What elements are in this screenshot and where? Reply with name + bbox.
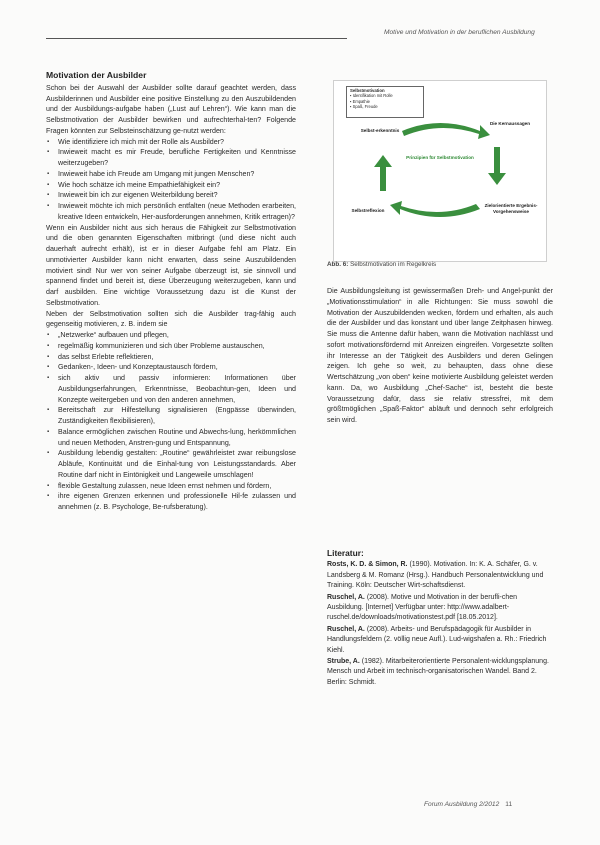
reference-item xyxy=(327,625,553,656)
node-kernaussagen: Die Kernaussagen xyxy=(489,121,531,126)
page-footer xyxy=(424,801,512,808)
reference-text: (1990). Motivation. In: K. A. Schäfer, G. v. Landsberg & M. Romanz (Hrsg.). Handbuch Personalentwicklung und Training. Köln: Deutscher Wirt-schaftsdienst. xyxy=(327,561,544,590)
list-item: ▪ Wie hoch schätze ich meine Empathiefähigkeit ein? xyxy=(58,180,296,191)
figure-caption-label: Abb. 6: xyxy=(327,261,349,268)
node-selbstreflexion: Selbstreflexion xyxy=(351,208,385,213)
center-principles: Prinzipien für Selbstmotivation xyxy=(406,155,474,160)
list-item: ▪ „Netzwerke“ aufbauen und pflegen, xyxy=(58,330,296,341)
list-item: ▪ ihre eigenen Grenzen erkennen und professionelle Hil-fe zulassen und annehmen (z. B. Psychologe, Be-rufsberatung). xyxy=(58,491,296,513)
list-item: ▪ Balance ermöglichen zwischen Routine und Abwechs-lung, herkömmlichen und neuen Methoden, Anstren-gung und Entspannung, xyxy=(58,427,296,449)
arrow-top-icon xyxy=(402,123,490,139)
reference-text: (2008). Motive und Motivation in der berufli-chen Ausbildung. [Internet] Verfügbar unter: http://www.adalbert-ruschel.de/downloads/motivationstest.pdf [18.05.2012]. xyxy=(327,593,518,622)
reference-text: (2008). Arbeits- und Berufspädagogik für Ausbilder in Handlungsfeldern (2. völlig neue Aufl.). Lud-wigshafen a. Rh.: Friedrich Kiehl. xyxy=(327,625,547,654)
literature-heading: Literatur: xyxy=(327,548,364,558)
figure-box-item: ▪ Empathie xyxy=(350,99,420,104)
journal-name: Forum Ausbildung 2/2012 xyxy=(424,801,500,808)
figure-caption-text: Selbstmotivation im Regelkreis xyxy=(350,261,437,268)
list-item: ▪ flexible Gestaltung zulassen, neue Ideen ernst nehmen und fördern, xyxy=(58,481,296,492)
section-heading: Motivation der Ausbilder xyxy=(46,70,147,80)
right-column xyxy=(327,286,553,426)
body-paragraph: Die Ausbildungsleitung ist gewissermaßen Dreh- und Angel-punkt der „Motivationsstimulation“ in alle Richtungen: Sie muss sowohl die Motivation der Auszubildenden wecken, fördern und erhalten, als auch die der Ausbilder und das konstant und über lange Zeitphasen hinweg. Sie muss die Antenne dafür haben, wann die Motivation nachlässt und sofort motivationsfördernd mit Anreizen eingreifen. Vorgesetzte sollten ihr Interesse an der Tätigkeit des Ausbilders und deren Gelingen zeigen. Ich gehe so weit, zu behaupten, dass ohne diese Wertschätzung „von oben“ keine motivierte Ausbildung geleistet werden kann. Da, wo Ausbildung „Chef-Sache“ ist, besteht die beste Voraussetzung dafür, dass sie relativ stressfrei, mit dem größtmöglichen „Spaß-Faktor“ abläuft und dennoch sehr erfolgreich sein wird. xyxy=(327,287,553,424)
reference-author: Strube, A. xyxy=(327,658,360,666)
arrow-bottom-icon xyxy=(390,201,480,217)
list-item: ▪ Inwieweit bin ich zur eigenen Weiterbildung bereit? xyxy=(58,190,296,201)
intro-paragraph: Schon bei der Auswahl der Ausbilder sollte darauf geachtet werden, dass Ausbilderinnen und Ausbilder eine positive Einstellung zu den Auszubildenden und der Ausbildungs-aufgabe haben („Lust auf Lehren“). Wie kann man die Selbstmotivation der Ausbilder bewirken und aufrechterhal-ten? Folgende Fragen könnten zur Selbsteinschätzung ge-nutzt werden: xyxy=(46,83,296,135)
cycle-arrows-diagram xyxy=(334,81,546,261)
list-item: ▪ Inwieweit möchte ich mich persönlich entfalten (neue Methoden erarbeiten, kreative Ideen entwickeln, Her-ausforderungen annehmen, Kritik ertragen)? xyxy=(58,201,296,223)
node-zielorientierte-vorgehensweise: Zielorientierte Ergebnis-Vorgehensweise xyxy=(484,203,538,214)
running-title: Motive und Motivation in der beruflichen Ausbildung xyxy=(384,29,535,36)
figure-caption xyxy=(327,261,436,268)
arrow-right-icon xyxy=(488,147,506,185)
list-item: ▪ Inwieweit habe ich Freude am Umgang mit jungen Menschen? xyxy=(58,169,296,180)
page-number: 11 xyxy=(505,801,513,808)
arrow-left-icon xyxy=(374,155,392,191)
body-paragraph: Wenn ein Ausbilder nicht aus sich heraus die Fähigkeit zur Selbstmotivation und die oben genannten Eigenschaften mitbringt (und diese nicht auch dauerhaft aufrecht erhält), ist er in dieser Aufgabe fehl am Platz. Ein unmotivierter Ausbilder kann nicht erwarten, dass seine Auszubildenden motiviert sind! Nur wer von seiner Aufgabe überzeugt ist, sie sinnvoll und spannend findet und bereit ist, diese Überzeugung weiterzugeben, kann und darf ausbilden. Eine wichtige Voraussetzung dazu ist die Kunst der Selbstmotivation. xyxy=(46,223,296,307)
list-item: ▪ Wie identifiziere ich mich mit der Rolle als Ausbilder? xyxy=(58,137,296,148)
reference-item xyxy=(327,657,553,688)
reference-item xyxy=(327,560,553,591)
figure-regelkreis xyxy=(333,80,547,262)
measures-list xyxy=(46,330,296,513)
header-rule xyxy=(46,38,347,39)
list-item: ▪ Bereitschaft zur Hilfestellung signalisieren (Engpässe überwinden, Zuständigkeiten flexibilisieren), xyxy=(58,405,296,427)
literature-section xyxy=(327,548,553,689)
list-item: ▪ regelmäßig kommunizieren und sich über Probleme austauschen, xyxy=(58,341,296,352)
body-paragraph: Neben der Selbstmotivation sollten sich die Ausbilder trag-fähig auch gegenseitig motivieren, z. B. indem sie xyxy=(46,309,296,329)
list-item: ▪ Gedanken-, Ideen- und Konzeptaustausch fördern, xyxy=(58,362,296,373)
reference-item xyxy=(327,593,553,624)
list-item: ▪ Ausbildung lebendig gestalten: „Routine“ gewährleistet zwar reibungslose Abläufe, Kontinuität und die Einhal-tung von Leistungsstandards. Aber Routine darf nicht in Eintönigkeit und Langeweile umschlagen! xyxy=(58,448,296,480)
figure-box-item: ▪ Identifikation mit Rolle xyxy=(350,93,420,98)
reference-text: (1982). Mitarbeiterorientierte Personalent-wicklungsplanung. Mensch und Arbeit im technisch-organisatorischen Wandel. Band 2. Berlin: Schmidt. xyxy=(327,658,549,686)
list-item: ▪ das selbst Erlebte reflektieren, xyxy=(58,352,296,363)
left-column xyxy=(46,70,296,513)
figure-box-title: Selbstmotivation xyxy=(350,88,385,93)
list-item: ▪ Inwieweit macht es mir Freude, berufliche Fertigkeiten und Kenntnisse weiterzugeben? xyxy=(58,147,296,169)
reference-author: Ruschel, A. xyxy=(327,593,365,601)
figure-box-item: ▪ Spaß, Freude xyxy=(350,104,420,109)
node-selbsterkenntnis: Selbst-erkenntnis xyxy=(360,128,400,133)
reference-author: Rosts, K. D. & Simon, R. xyxy=(327,561,408,569)
list-item: ▪ sich aktiv und passiv informieren: Informationen über Ausbildungserfahrungen, Erkenntnisse, Beobachtun-gen, Ideen und Konzepte weitergeben und von den anderen annehmen, xyxy=(58,373,296,405)
question-list xyxy=(46,137,296,223)
reference-author: Ruschel, A. xyxy=(327,625,365,633)
